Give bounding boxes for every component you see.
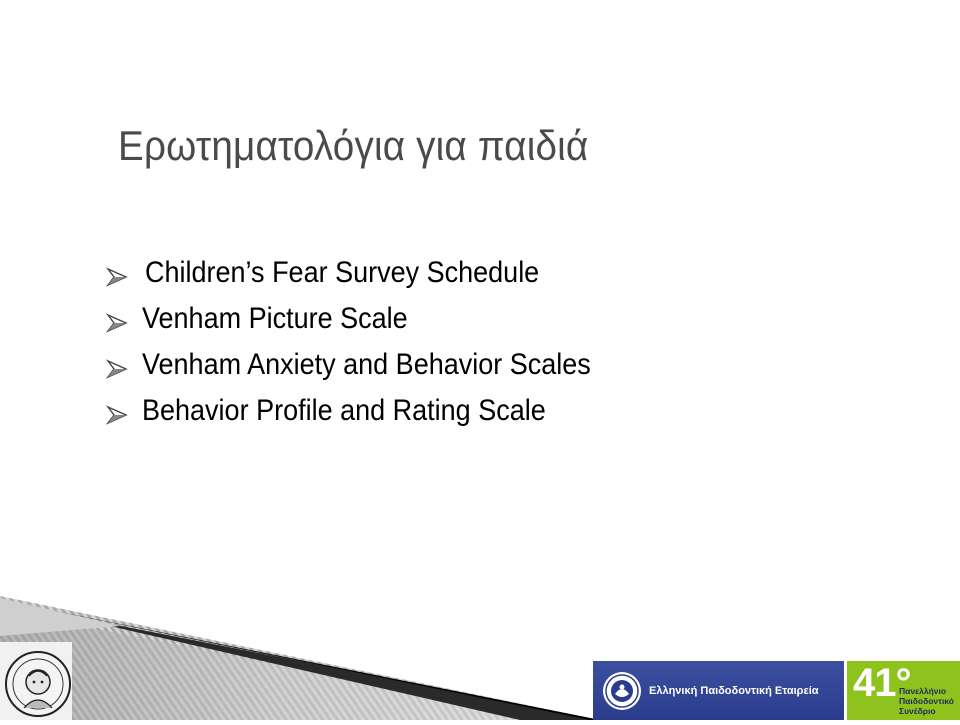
bullet-text: Behavior Profile and Rating Scale xyxy=(142,394,546,427)
arrow-bullet-icon xyxy=(105,311,129,335)
bullet-text: Venham Picture Scale xyxy=(142,302,408,335)
bullet-text: Children’s Fear Survey Schedule xyxy=(145,256,540,289)
congress-number: 41° xyxy=(853,661,911,705)
congress-line: Παιδοδοντικό xyxy=(899,696,954,706)
society-name: Ελληνική Παιδοδοντική Εταιρεία xyxy=(649,684,819,697)
arrow-bullet-icon xyxy=(105,403,129,427)
society-banner xyxy=(593,661,844,720)
congress-line: Πανελλήνιο xyxy=(899,686,947,696)
university-seal-logo xyxy=(0,642,72,720)
congress-line: Συνέδριο xyxy=(899,706,936,716)
arrow-bullet-icon xyxy=(105,265,129,289)
congress-caption xyxy=(899,686,954,716)
bullet-text: Venham Anxiety and Behavior Scales xyxy=(142,348,591,381)
society-emblem-icon xyxy=(601,670,643,712)
slide-title: Ερωτηματολόγια για παιδιά xyxy=(118,122,589,169)
congress-logo xyxy=(847,661,960,720)
arrow-bullet-icon xyxy=(105,357,129,381)
